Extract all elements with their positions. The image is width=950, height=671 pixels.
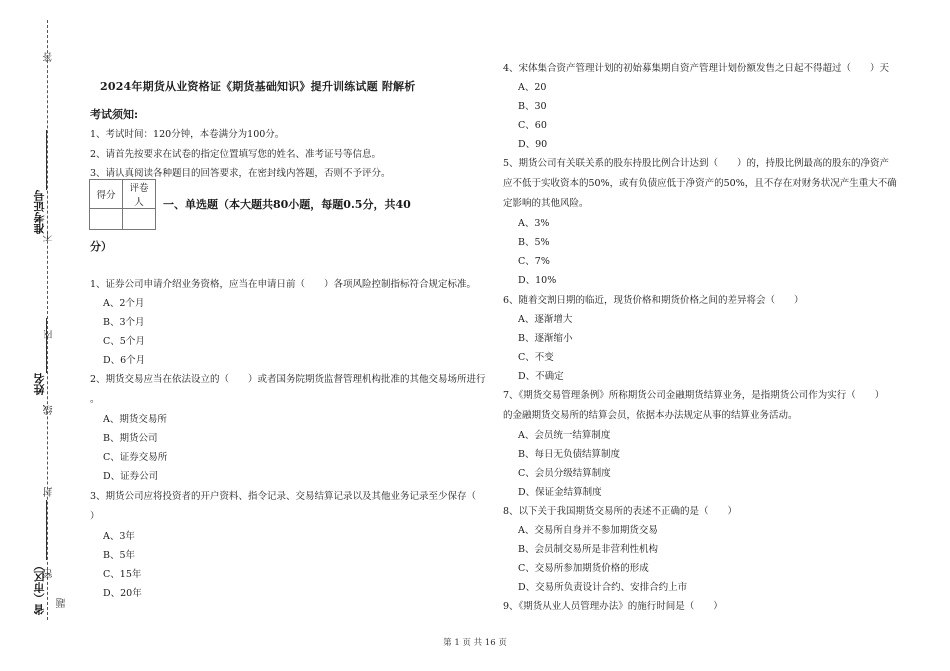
seal-line <box>47 20 48 620</box>
question-text: 2、期货交易应当在依法设立的（ ）或者国务院期货监督管理机构批准的其他交易场所进行 <box>90 374 486 385</box>
score-header: 得分 <box>90 180 123 209</box>
option: B、每日无负债结算制度 <box>518 449 620 460</box>
province-line <box>46 500 47 560</box>
option: D、20年 <box>103 588 142 599</box>
notice-item: 2、请首先按要求在试卷的指定位置填写您的姓名、准考证号等信息。 <box>90 149 382 160</box>
question-text: 1、证券公司申请介绍业务资格，应当在申请日前（ ）各项风险控制指标符合规定标准。 <box>90 279 477 290</box>
admission-number-line <box>46 130 47 190</box>
seal-char: 封 <box>44 487 55 497</box>
option: A、逐渐增大 <box>518 314 573 325</box>
question-text: 3、期货公司应将投资者的开户资料、指令记录、交易结算记录以及其他业务记录至少保存（ <box>90 491 477 502</box>
option: D、证券公司 <box>103 471 159 482</box>
option: A、会员统一结算制度 <box>518 430 611 441</box>
option: B、5年 <box>103 550 136 561</box>
seal-char: 不 <box>44 232 55 242</box>
option: D、保证金结算制度 <box>518 487 602 498</box>
option: A、交易所自身并不参加期货交易 <box>518 525 658 536</box>
seal-char: 答 <box>44 52 55 62</box>
question-text: 6、随着交割日期的临近，现货价格和期货价格之间的差异将会（ ） <box>503 295 804 306</box>
option: A、20 <box>518 82 547 93</box>
question-text: 应不低于实收资本的50%，或有负债应低于净资产的50%，且不存在对财务状况产生重大不确 <box>503 178 897 189</box>
name-line <box>46 318 47 373</box>
exam-title: 2024年期货从业资格证《期货基础知识》提升训练试题 附解析 <box>100 80 416 93</box>
question-text: 8、以下关于我国期货交易所的表述不正确的是（ ） <box>503 506 738 517</box>
section-heading-cont: 分） <box>90 240 112 253</box>
grader-cell[interactable] <box>123 209 156 230</box>
question-text: 7、《期货交易管理条例》所称期货公司金融期货结算业务，是指期货公司作为实行（ ） <box>503 390 885 401</box>
option: D、不确定 <box>518 371 564 382</box>
question-text: 5、期货公司有关联关系的股东持股比例合计达到（ ）的，持股比例最高的股东的净资产 <box>503 158 890 169</box>
question-text: ） <box>90 511 100 522</box>
option: A、3年 <box>103 531 135 542</box>
option: B、逐渐缩小 <box>518 333 573 344</box>
option: C、交易所参加期货价格的形成 <box>518 563 649 574</box>
option: B、30 <box>518 101 547 112</box>
option: B、3个月 <box>103 317 145 328</box>
option: B、期货公司 <box>103 433 158 444</box>
page-footer: 第 1 页 共 16 页 <box>443 638 507 648</box>
question-text: 定影响的其他风险。 <box>503 198 589 209</box>
option: C、15年 <box>103 569 142 580</box>
option: A、2个月 <box>103 298 145 309</box>
question-text: 的金融期货交易所的结算会员，依据本办法规定从事的结算业务活动。 <box>503 410 798 421</box>
option: B、5% <box>518 237 550 248</box>
binding-margin <box>0 0 70 671</box>
option: D、10% <box>518 275 557 286</box>
admission-number-label: 准考证号 <box>33 190 46 234</box>
province-label: 省（市区） <box>33 560 46 615</box>
option: D、交易所负责设计合约、安排合约上市 <box>518 582 688 593</box>
notice-item: 1、考试时间：120分钟，本卷满分为100分。 <box>90 129 285 140</box>
option: C、不变 <box>518 352 554 363</box>
question-text: 。 <box>90 394 100 405</box>
option: C、会员分级结算制度 <box>518 468 611 479</box>
seal-char: 内 <box>44 330 55 340</box>
score-cell[interactable] <box>90 209 123 230</box>
option: B、会员制交易所是非营利性机构 <box>518 544 658 555</box>
section-heading: 一、单选题（本大题共80小题，每题0.5分，共40 <box>163 198 411 211</box>
question-text: 4、宋体集合资产管理计划的初始募集期自资产管理计划份额发售之日起不得超过（ ）天 <box>503 63 890 74</box>
question-text: 9、《期货从业人员管理办法》的施行时间是（ ） <box>503 601 723 612</box>
seal-char: 题 <box>57 598 68 608</box>
option: D、6个月 <box>103 355 146 366</box>
option: C、5个月 <box>103 336 145 347</box>
option: A、期货交易所 <box>103 414 167 425</box>
name-label: 姓名 <box>33 373 46 395</box>
notice-item: 3、请认真阅读各种题目的回答要求，在密封线内答题，否则不予评分。 <box>90 168 391 179</box>
score-table <box>89 179 156 230</box>
seal-char: 线 <box>44 405 55 415</box>
option: C、60 <box>518 120 547 131</box>
option: A、3% <box>518 218 550 229</box>
option: C、证券交易所 <box>103 452 168 463</box>
option: C、7% <box>518 256 550 267</box>
grader-header: 评卷人 <box>123 180 156 209</box>
option: D、90 <box>518 139 548 150</box>
seal-char: 密 <box>44 569 55 579</box>
notice-heading: 考试须知: <box>90 108 139 121</box>
